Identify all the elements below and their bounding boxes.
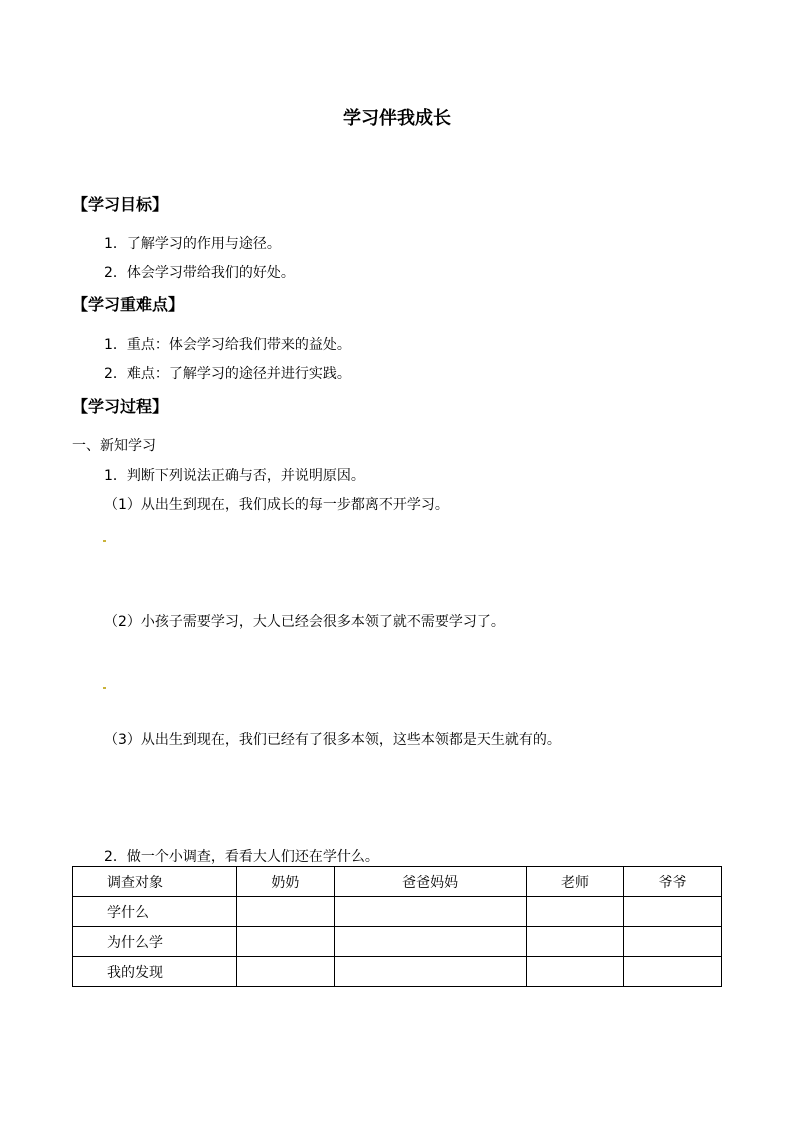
table-row-label: 我的发现 <box>73 957 237 987</box>
table-cell[interactable] <box>237 897 335 927</box>
table-row <box>73 897 722 927</box>
table-cell[interactable] <box>526 927 624 957</box>
table-header-cell: 奶奶 <box>237 867 335 897</box>
table-cell[interactable] <box>334 957 526 987</box>
table-header-cell: 爷爷 <box>624 867 722 897</box>
goal-item-1: 1．了解学习的作用与途径。 <box>104 236 281 252</box>
goal-item-2: 2．体会学习带给我们的好处。 <box>104 265 295 281</box>
table-cell[interactable] <box>237 927 335 957</box>
table-cell[interactable] <box>624 927 722 957</box>
survey-table <box>72 866 722 987</box>
answer-mark <box>103 687 106 689</box>
table-row-label: 为什么学 <box>73 927 237 957</box>
question-2: 2．做一个小调查，看看大人们还在学什么。 <box>104 849 379 865</box>
table-header-row <box>73 867 722 897</box>
page-title: 学习伴我成长 <box>343 108 451 129</box>
process-heading: 【学习过程】 <box>72 397 169 416</box>
table-header-cell: 老师 <box>526 867 624 897</box>
table-row <box>73 927 722 957</box>
answer-mark <box>103 540 106 542</box>
key-point-item-1: 1．重点：体会学习给我们带来的益处。 <box>104 337 351 353</box>
key-point-item-2: 2．难点：了解学习的途径并进行实践。 <box>104 366 351 382</box>
question-1: 1．判断下列说法正确与否，并说明原因。 <box>104 468 365 484</box>
table-cell[interactable] <box>334 927 526 957</box>
table-cell[interactable] <box>526 957 624 987</box>
table-cell[interactable] <box>334 897 526 927</box>
table-header-cell: 调查对象 <box>73 867 237 897</box>
table-header-cell: 爸爸妈妈 <box>334 867 526 897</box>
table-cell[interactable] <box>526 897 624 927</box>
goals-heading: 【学习目标】 <box>72 195 169 214</box>
table-row <box>73 957 722 987</box>
key-points-heading: 【学习重难点】 <box>72 295 185 314</box>
table-cell[interactable] <box>624 897 722 927</box>
question-1-statement-3: （3）从出生到现在，我们已经有了很多本领，这些本领都是天生就有的。 <box>104 732 561 748</box>
table-row-label: 学什么 <box>73 897 237 927</box>
question-1-statement-2: （2）小孩子需要学习，大人已经会很多本领了就不需要学习了。 <box>104 614 505 630</box>
table-cell[interactable] <box>237 957 335 987</box>
part1-label: 一、新知学习 <box>72 438 156 454</box>
table-cell[interactable] <box>624 957 722 987</box>
question-1-statement-1: （1）从出生到现在，我们成长的每一步都离不开学习。 <box>104 497 449 513</box>
